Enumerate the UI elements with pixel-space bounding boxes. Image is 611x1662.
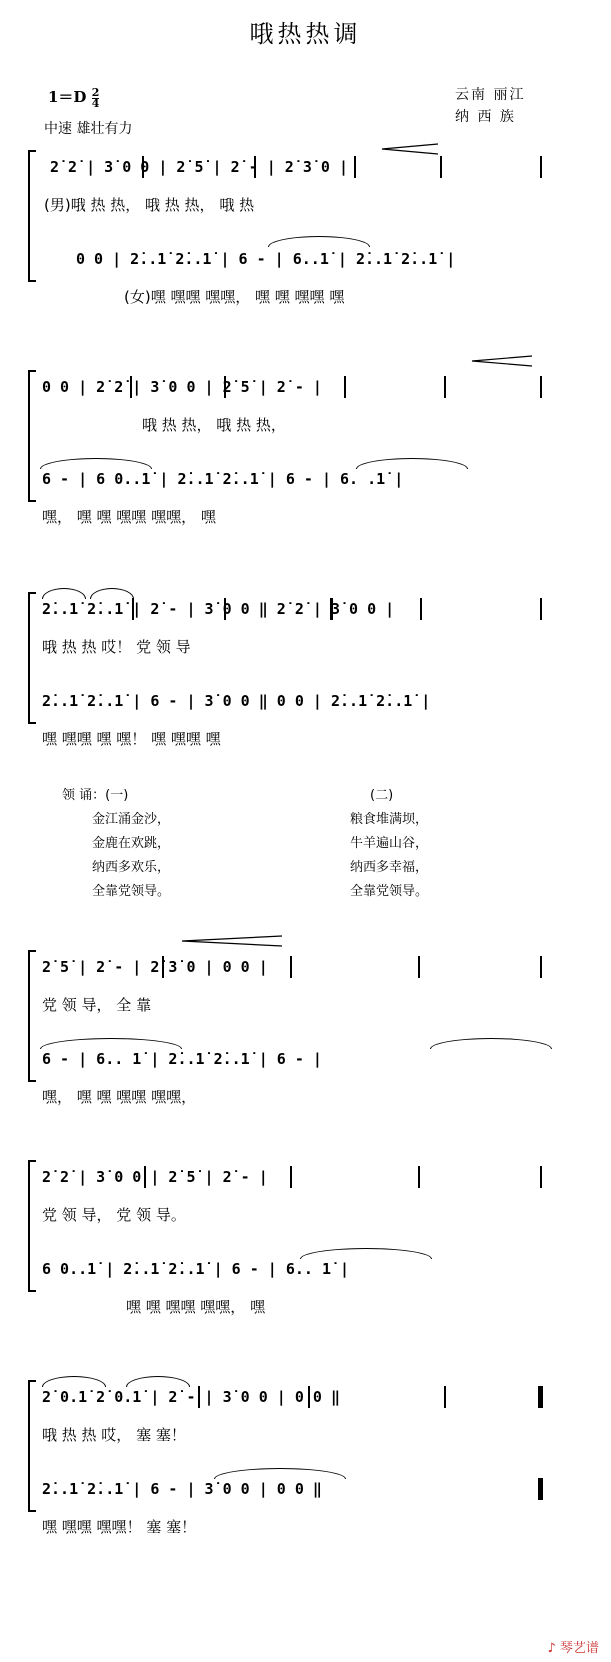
recitation-line: 全靠党领导。	[350, 884, 429, 899]
slur	[430, 1038, 552, 1049]
crescendo-mark	[470, 354, 534, 368]
lower-notes: 6 0..1̇ | 2̇..1̇ 2̇..1̇ | 6 - | 6.. 1̇ |	[42, 1260, 350, 1278]
upper-notes: 2̇ 2̇ | 3̇ 0 0 | 2̇ 5̇ | 2̇ - |	[42, 1168, 268, 1186]
score-system-6	[0, 1370, 611, 1536]
score-system-1	[0, 140, 611, 306]
origin-people: 纳 西 族	[455, 109, 516, 125]
lower-notes: 6 - | 6 0..1̇ | 2̇..1̇ 2̇..1̇ | 6 - | 6. .1̇ |	[42, 470, 404, 488]
upper-lyrics: 哦 热 热， 哦 热 热，	[142, 416, 286, 434]
lower-notes: 2̇..1̇ 2̇..1̇ | 6 - | 3̇ 0 0 | 0 0 ‖	[42, 1480, 322, 1498]
system-brace	[28, 370, 36, 502]
upper-notes: 2̇ 0.1̇ 2̇ 0.1̇ | 2̇ - | 3̇ 0 0 | 0 0 ‖	[42, 1388, 341, 1406]
upper-lyrics: 哦 热 热 哎！ 党 领 导	[42, 638, 191, 656]
song-title: 哦热热调	[249, 20, 362, 48]
system-brace	[28, 1160, 36, 1292]
tempo-marking: 中速 雄壮有力	[44, 121, 133, 137]
system-brace	[28, 592, 36, 724]
recitation-line: 纳西多幸福，	[350, 860, 429, 875]
system-brace	[28, 950, 36, 1082]
slur	[214, 1468, 346, 1479]
upper-lyrics: 党 领 导， 全 靠	[42, 996, 152, 1014]
lower-lyrics: 嘿， 嘿 嘿 嘿嘿 嘿嘿，	[42, 1088, 197, 1106]
recitation-line: 粮食堆满坝，	[350, 812, 429, 827]
slur	[42, 1376, 106, 1387]
crescendo-mark	[380, 142, 440, 156]
lower-lyrics: 嘿 嘿 嘿嘿 嘿嘿， 嘿	[126, 1298, 266, 1316]
score-system-3	[0, 582, 611, 748]
time-signature: $\frac{2}{4}$	[91, 85, 100, 110]
lower-notes: 0 0 | 2̇..1̇ 2̇..1̇ | 6 - | 6..1̇ | 2̇..1̇ 2̇..1̇ |	[76, 250, 456, 268]
system-brace	[28, 1380, 36, 1512]
upper-lyrics: 哦 热 热 哎， 塞 塞！	[42, 1426, 186, 1444]
lower-lyrics: 嘿 嘿嘿 嘿 嘿！ 嘿 嘿嘿 嘿	[42, 730, 221, 748]
lower-lyrics: 嘿， 嘿 嘿 嘿嘿 嘿嘿， 嘿	[42, 508, 216, 526]
slur	[42, 588, 86, 599]
recitation-line: 金江涌金沙，	[92, 812, 171, 827]
lower-lyrics: 嘿 嘿嘿 嘿嘿！ 塞 塞！	[42, 1518, 197, 1536]
upper-notes: 2̇ 2̇ | 3̇ 0 0 | 2̇ 5̇ | 2̇ - | 2̇ 3̇ 0 |	[50, 158, 349, 176]
recitation-line: 全靠党领导。	[92, 884, 171, 899]
upper-lyrics: (男)哦 热 热， 哦 热 热， 哦 热	[44, 196, 255, 214]
origin-region: 云南 丽江	[455, 87, 526, 103]
lower-lyrics: (女)嘿 嘿嘿 嘿嘿， 嘿 嘿 嘿嘿 嘿	[124, 288, 345, 306]
slur	[40, 1038, 182, 1049]
score-system-2	[0, 360, 611, 526]
recitation-line: 纳西多欢乐，	[92, 860, 171, 875]
recitation-col-1	[92, 808, 170, 904]
recitation-label: 领 诵：(一)	[62, 788, 129, 803]
upper-lyrics: 党 领 导， 党 领 导。	[42, 1206, 186, 1224]
key-signature: 1＝D $\frac{2}{4}$	[48, 85, 100, 110]
slur	[356, 458, 468, 469]
score-system-4	[0, 940, 611, 1106]
score-system-5	[0, 1150, 611, 1316]
recitation-line: 牛羊遍山谷，	[350, 836, 429, 851]
lower-notes: 6 - | 6.. 1̇ | 2̇..1̇ 2̇..1̇ | 6 - |	[42, 1050, 322, 1068]
watermark-logo: ♪ 琴艺谱	[547, 1641, 599, 1656]
watermark-text: 琴艺谱	[559, 1641, 599, 1656]
recitation-col-2	[350, 808, 428, 904]
slur	[268, 236, 370, 247]
slur	[90, 588, 134, 599]
upper-notes: 2̇..1̇ 2̇..1̇ | 2̇ - | 3̇ 0 0 ‖ 2̇ 2̇ | 3̇ 0 0 |	[42, 600, 395, 618]
slur	[40, 458, 152, 469]
crescendo-mark	[180, 934, 284, 948]
slur	[300, 1248, 432, 1259]
recitation-line: 金鹿在欢跳，	[92, 836, 171, 851]
slur	[126, 1376, 190, 1387]
recitation-label-2: (二)	[370, 788, 394, 803]
upper-notes: 2̇ 5̇ | 2̇ - | 2̇ 3̇ 0 | 0 0 |	[42, 958, 268, 976]
upper-notes: 0 0 | 2̇ 2̇ | 3̇ 0 0 | 2̇ 5̇ | 2̇ - |	[42, 378, 322, 396]
system-brace	[28, 150, 36, 282]
lower-notes: 2̇..1̇ 2̇..1̇ | 6 - | 3̇ 0 0 ‖ 0 0 | 2̇..1̇ 2̇..1̇ |	[42, 692, 431, 710]
